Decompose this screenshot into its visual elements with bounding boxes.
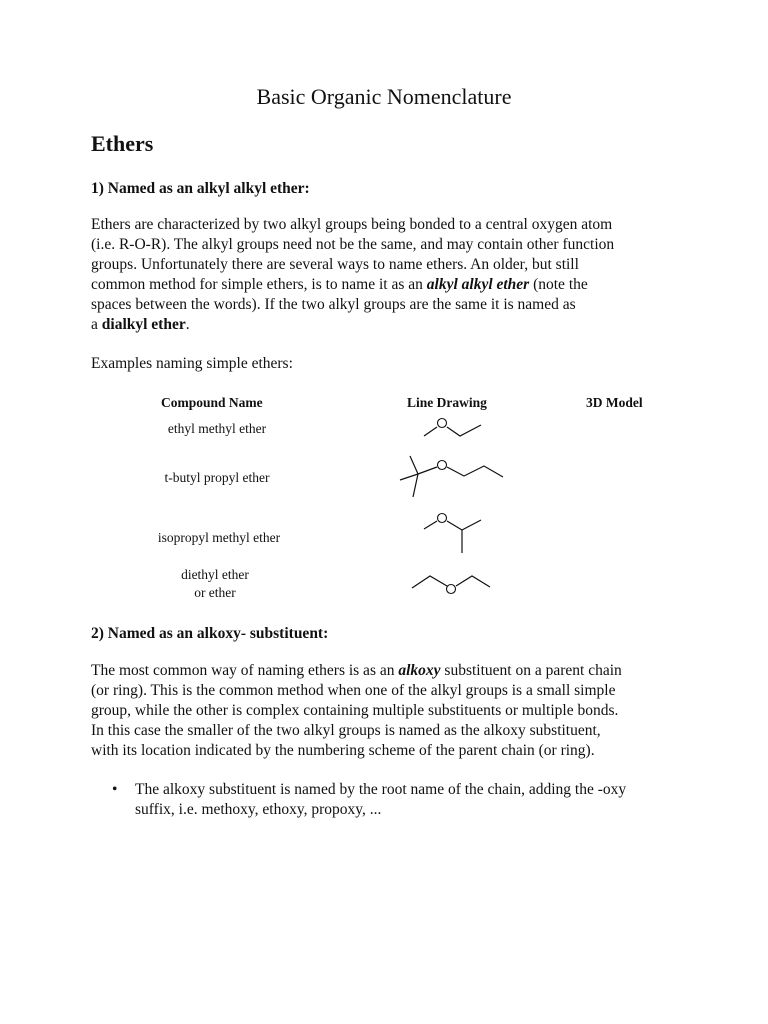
emphasis-dialkyl-ether: dialkyl ether	[101, 316, 186, 333]
emphasis-alkyl-alkyl-ether: alkyl alkyl ether	[426, 276, 530, 293]
text-run: (note the	[529, 276, 588, 293]
text-run: .	[185, 316, 190, 333]
subheading-alkoxy-substituent: 2) Named as an alkoxy- substituent:	[91, 625, 329, 642]
bullet-marker: •	[112, 781, 118, 798]
paragraph-line: In this case the smaller of the two alkyl groups is named as the alkoxy substituent,	[91, 722, 601, 739]
oxygen-atom-circle	[447, 585, 456, 594]
text-run: a	[91, 316, 102, 333]
paragraph-line: (i.e. R-O-R). The alkyl groups need not be the same, and may contain other function	[91, 236, 615, 253]
document-title: Basic Organic Nomenclature	[256, 84, 512, 109]
paragraph-line: (or ring). This is the common method when one of the alkyl groups is a small simple	[91, 682, 616, 699]
oxygen-atom-circle	[438, 514, 447, 523]
line-drawing-diethyl-ether	[412, 576, 490, 594]
section-heading-ethers: Ethers	[91, 131, 154, 156]
oxygen-atom-circle	[438, 461, 447, 470]
text-run: common method for simple ethers, is to name it as an	[91, 276, 427, 293]
line-drawing-t-butyl-propyl-ether	[400, 456, 503, 497]
subheading-alkyl-alkyl-ether: 1) Named as an alkyl alkyl ether:	[91, 180, 310, 197]
compound-name-t-butyl-propyl-ether: t-butyl propyl ether	[164, 470, 270, 485]
compound-name-ethyl-methyl-ether: ethyl methyl ether	[167, 421, 267, 436]
bullet-item-alkoxy-naming	[135, 780, 695, 820]
line-drawing-ethyl-methyl-ether	[424, 419, 481, 437]
paragraph-line: with its location indicated by the numbering scheme of the parent chain (or ring).	[91, 742, 595, 759]
paragraph-alkoxy-method	[91, 661, 691, 761]
compound-name-line: or ether	[194, 585, 236, 600]
paragraph-line: spaces between the words). If the two alkyl groups are the same it is named as	[91, 296, 576, 313]
text-run: The most common way of naming ethers is as an	[91, 662, 399, 679]
bullet-line: The alkoxy substituent is named by the root name of the chain, adding the -oxy	[135, 781, 627, 798]
table-header-compound-name: Compound Name	[161, 395, 263, 410]
text-run: substituent on a parent chain	[440, 662, 622, 679]
table-header-line-drawing: Line Drawing	[407, 395, 487, 410]
paragraph-line: group, while the other is complex containing multiple substituents or multiple bonds.	[91, 702, 619, 719]
compound-name-line: diethyl ether	[181, 567, 249, 582]
paragraph-line: groups. Unfortunately there are several ways to name ethers. An older, but still	[91, 256, 579, 273]
bullet-line: suffix, i.e. methoxy, ethoxy, propoxy, ...	[135, 801, 382, 818]
emphasis-alkoxy: alkoxy	[398, 662, 441, 679]
examples-intro: Examples naming simple ethers:	[91, 355, 293, 372]
oxygen-atom-circle	[438, 419, 447, 428]
compound-name-isopropyl-methyl-ether: isopropyl methyl ether	[157, 530, 281, 545]
paragraph-line: Ethers are characterized by two alkyl groups being bonded to a central oxygen atom	[91, 216, 613, 233]
line-drawing-isopropyl-methyl-ether	[424, 514, 481, 554]
paragraph-line	[91, 661, 691, 681]
table-header-3d-model: 3D Model	[586, 395, 643, 410]
